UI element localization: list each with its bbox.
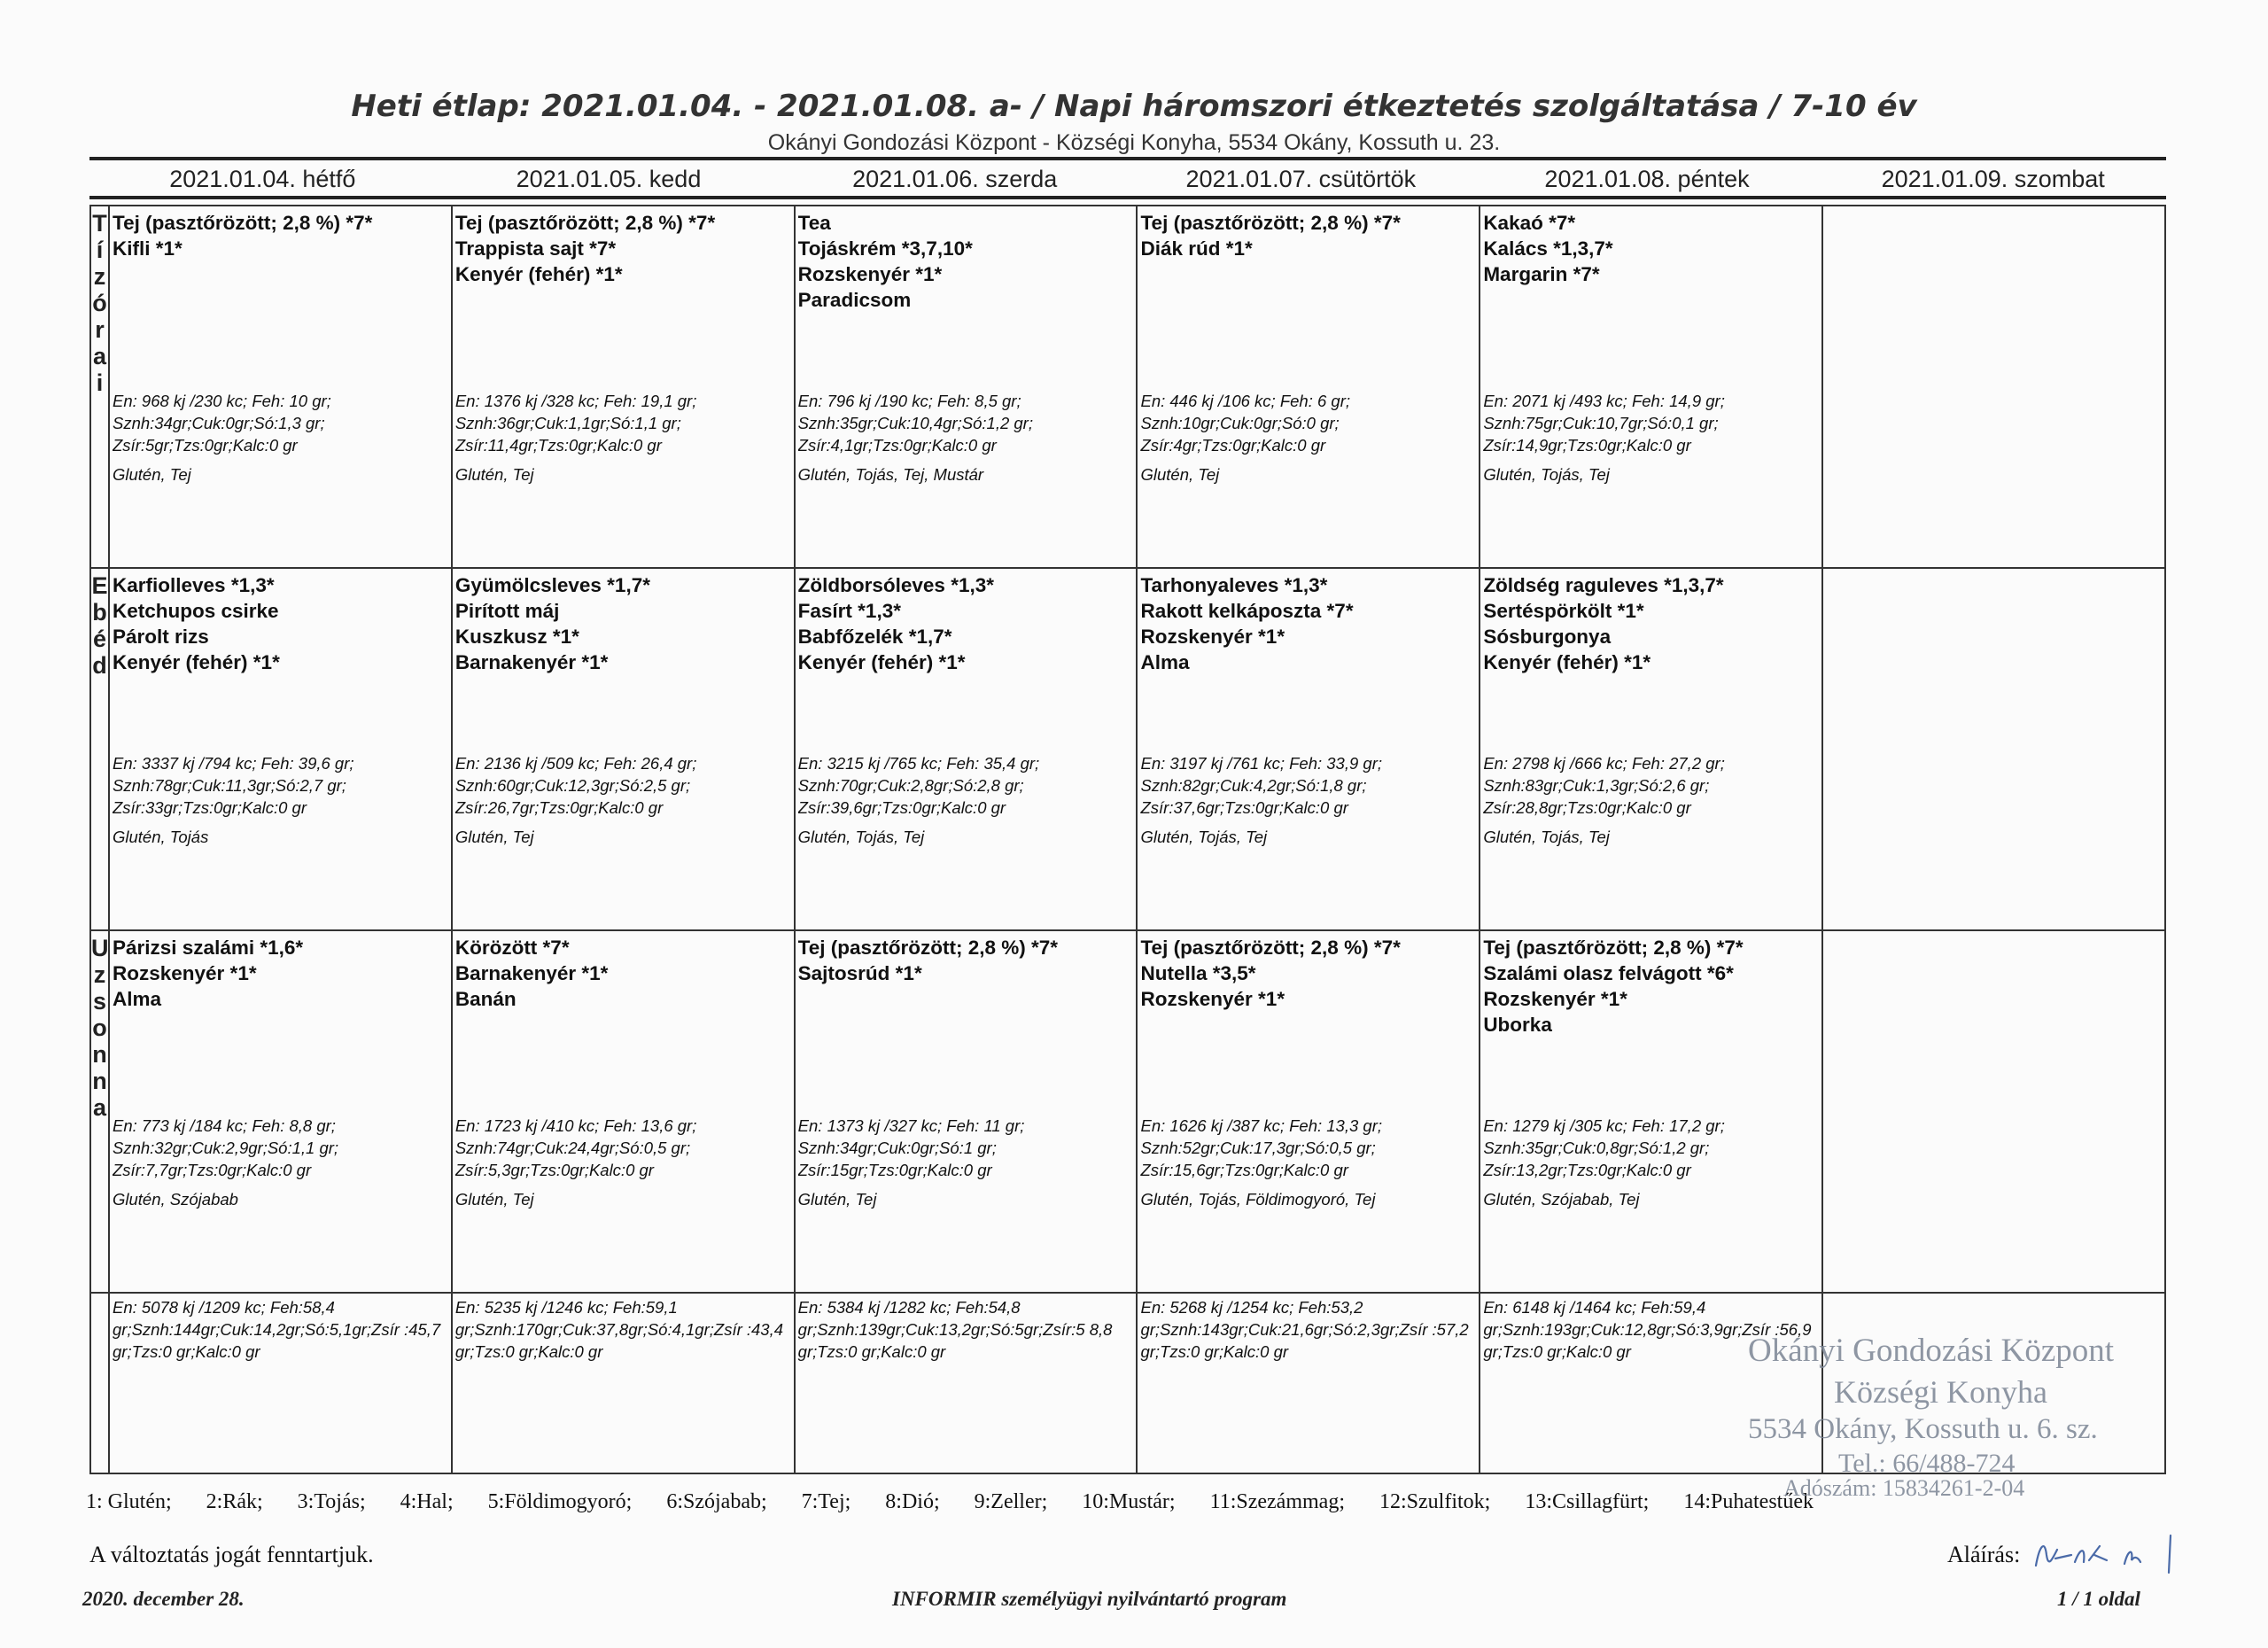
dish-name: Fasírt *1,3*: [797, 600, 901, 622]
menu-cell: [452, 930, 795, 1293]
header-rule-top: [89, 157, 2166, 160]
daily-total: En: 6148 kj /1464 kc; Feh:59,4 gr;Sznh:193gr;Cuk:12,8gr;Só:3,9gr;Zsír :56,9 gr;Tzs:0 gr;Kalc:0 gr: [1483, 1298, 1812, 1361]
nutrition-line: Sznh:78gr;Cuk:11,3gr;Só:2,7 gr;: [113, 776, 346, 795]
menu-cell: [1137, 206, 1480, 568]
legend-item: 2:Rák;: [206, 1490, 263, 1513]
allergen-list: Glutén, Tojás, Földimogyoró, Tej: [1140, 1190, 1376, 1209]
meal-label: [90, 206, 109, 568]
menu-cell: [1822, 206, 2165, 568]
menu-cell: [1822, 930, 2165, 1293]
dish-name: Rozskenyér *1*: [1140, 626, 1285, 648]
menu-cell: [1822, 568, 2165, 930]
dish-list: [796, 931, 1137, 986]
nutrition-line: Sznh:35gr;Cuk:10,4gr;Só:1,2 gr;: [797, 414, 1033, 432]
daily-total: [1823, 1294, 2164, 1296]
nutrition-info: [113, 390, 447, 456]
dish-name: Paradicsom: [797, 289, 912, 311]
nutrition-info: [1483, 1115, 1818, 1181]
daily-total: En: 5078 kj /1209 kc; Feh:58,4 gr;Sznh:144gr;Cuk:14,2gr;Só:5,1gr;Zsír :45,7 gr;Tzs:0 gr;Kalc:0 gr: [113, 1298, 441, 1361]
footer-program: INFORMIR személyügyi nyilvántartó program: [892, 1588, 1287, 1610]
meal-label-letter: ó: [92, 290, 107, 316]
dish-name: Rozskenyér *1*: [113, 962, 257, 984]
nutrition-line: En: 3337 kj /794 kc; Feh: 39,6 gr;: [113, 754, 354, 773]
dish-name: Zöldborsóleves *1,3*: [797, 574, 994, 596]
legend-item: 4:Hal;: [400, 1490, 454, 1513]
dish-name: Tej (pasztőrözött; 2,8 %) *7*: [113, 212, 373, 234]
nutrition-info: [798, 752, 1133, 819]
nutrition-info: [1483, 390, 1818, 456]
menu-cell: [795, 206, 1138, 568]
dish-list: [453, 569, 794, 675]
dish-name: Pirított máj: [454, 600, 560, 622]
legend-item: 12:Szulfitok;: [1379, 1490, 1491, 1513]
nutrition-line: Zsír:39,6gr;Tzs:0gr;Kalc:0 gr: [797, 798, 1006, 817]
dish-name: Uborka: [1483, 1014, 1552, 1036]
nutrition-line: Sznh:36gr;Cuk:1,1gr;Só:1,1 gr;: [454, 414, 681, 432]
day-header: 2021.01.04. hétfő: [169, 166, 356, 192]
dish-list: [796, 206, 1137, 313]
dish-list: [1138, 206, 1479, 261]
dish-name: Tojáskrém *3,7,10*: [797, 237, 973, 260]
meal-label-letter: U: [91, 935, 109, 961]
stamp-line-3: 5534 Okány, Kossuth u. 6. sz.: [1748, 1413, 2098, 1445]
footer-page-number: 1 / 1 oldal: [2057, 1588, 2140, 1610]
menu-cell: [109, 930, 452, 1293]
meal-row: [90, 206, 2165, 568]
dish-list: [110, 206, 451, 261]
allergen-list: Glutén, Szójabab: [113, 1190, 238, 1209]
dish-name: Kakaó *7*: [1483, 212, 1576, 234]
meal-label-letter: z: [93, 263, 106, 290]
dish-name: Szalámi olasz felvágott *6*: [1483, 962, 1734, 984]
dish-name: Kenyér (fehér) *1*: [113, 651, 280, 673]
page-title: Heti étlap: 2021.01.04. - 2021.01.08. a- / Napi háromszori étkeztetés szolgáltatása / 7-10 év: [351, 89, 1917, 124]
nutrition-line: En: 796 kj /190 kc; Feh: 8,5 gr;: [797, 392, 1021, 410]
nutrition-info: [798, 1115, 1133, 1181]
dish-name: Alma: [113, 988, 162, 1010]
dish-name: Barnakenyér *1*: [454, 962, 609, 984]
dish-list: [453, 206, 794, 287]
daily-total: En: 5268 kj /1254 kc; Feh:53,2 gr;Sznh:143gr;Cuk:21,6gr;Só:2,3gr;Zsír :57,2 gr;Tzs:0 gr;Kalc:0 gr: [1140, 1298, 1469, 1361]
nutrition-info: [113, 1115, 447, 1181]
nutrition-line: En: 1376 kj /328 kc; Feh: 19,1 gr;: [454, 392, 697, 410]
nutrition-line: En: 2798 kj /666 kc; Feh: 27,2 gr;: [1483, 754, 1725, 773]
dish-list: [1823, 569, 2164, 572]
menu-cell: [1137, 930, 1480, 1293]
menu-cell: [1137, 568, 1480, 930]
allergen-list: Glutén, Tej: [454, 828, 534, 846]
stamp-line-5: Adószám: 15834261-2-04: [1783, 1475, 2025, 1501]
nutrition-line: Zsír:14,9gr;Tzs:0gr;Kalc:0 gr: [1483, 436, 1691, 455]
nutrition-info: [455, 1115, 790, 1181]
allergen-list: Glutén, Tojás, Tej: [1140, 828, 1268, 846]
daily-total: En: 5384 kj /1282 kc; Feh:54,8 gr;Sznh:139gr;Cuk:13,2gr;Só:5gr;Zsír:5 8,8 gr;Tzs:0 gr;Kalc:0 gr: [797, 1298, 1113, 1361]
dish-name: Kenyér (fehér) *1*: [1483, 651, 1651, 673]
day-header-row: [89, 163, 2166, 195]
dish-name: Tej (pasztőrözött; 2,8 %) *7*: [797, 937, 1059, 959]
day-header: 2021.01.08. péntek: [1544, 166, 1750, 192]
dish-name: Zöldség raguleves *1,3,7*: [1483, 574, 1724, 596]
totals-cell: [452, 1293, 795, 1473]
legend-item: 5:Földimogyoró;: [487, 1490, 633, 1513]
meal-label-letter: n: [92, 1068, 107, 1094]
dish-name: Tarhonyaleves *1,3*: [1140, 574, 1328, 596]
dish-name: Rozskenyér *1*: [797, 263, 943, 285]
nutrition-line: Zsír:5,3gr;Tzs:0gr;Kalc:0 gr: [454, 1161, 654, 1179]
allergen-list: Glutén, Tojás: [113, 828, 209, 846]
dish-name: Kifli *1*: [113, 237, 183, 260]
dish-list: [1138, 569, 1479, 675]
menu-cell: [795, 568, 1138, 930]
allergen-list: Glutén, Tojás, Tej, Mustár: [797, 465, 984, 484]
totals-cell: [1137, 1293, 1480, 1473]
dish-name: Rozskenyér *1*: [1483, 988, 1627, 1010]
nutrition-line: Zsír:13,2gr;Tzs:0gr;Kalc:0 gr: [1483, 1161, 1691, 1179]
nutrition-line: En: 968 kj /230 kc; Feh: 10 gr;: [113, 392, 331, 410]
daily-total: En: 5235 kj /1246 kc; Feh:59,1 gr;Sznh:170gr;Cuk:37,8gr;Só:4,1gr;Zsír :43,4 gr;Tzs:0 gr;Kalc:0 gr: [454, 1298, 784, 1361]
dish-list: [110, 931, 451, 1012]
meal-label-letter: r: [95, 316, 105, 343]
dish-list: [1480, 931, 1821, 1038]
meal-label-letter: n: [92, 1041, 107, 1068]
nutrition-line: En: 3215 kj /765 kc; Feh: 35,4 gr;: [797, 754, 1040, 773]
allergen-list: Glutén, Tojás, Tej: [797, 828, 925, 846]
nutrition-line: Zsír:5gr;Tzs:0gr;Kalc:0 gr: [113, 436, 298, 455]
nutrition-line: En: 1279 kj /305 kc; Feh: 17,2 gr;: [1483, 1116, 1725, 1135]
dish-name: Kuszkusz *1*: [454, 626, 579, 648]
allergen-list: Glutén, Szójabab, Tej: [1483, 1190, 1640, 1209]
nutrition-info: [455, 390, 790, 456]
dish-name: Tej (pasztőrözött; 2,8 %) *7*: [1140, 937, 1401, 959]
dish-name: Ketchupos csirke: [113, 600, 279, 622]
legend-item: 14:Puhatestűek: [1683, 1490, 1814, 1513]
page-subtitle: Okányi Gondozási Központ - Községi Konyha, 5534 Okány, Kossuth u. 23.: [767, 130, 1501, 155]
meal-label-letter: E: [91, 572, 108, 599]
allergen-list: Glutén, Tej: [454, 465, 534, 484]
dish-name: Karfiolleves *1,3*: [113, 574, 275, 596]
notice-text: A változtatás jogát fenntartjuk.: [89, 1542, 374, 1567]
meal-label-letter: T: [92, 210, 107, 237]
dish-list: [453, 931, 794, 1012]
allergen-list: Glutén, Tej: [454, 1190, 534, 1209]
day-header: 2021.01.05. kedd: [516, 166, 702, 192]
nutrition-line: En: 773 kj /184 kc; Feh: 8,8 gr;: [113, 1116, 336, 1135]
meal-label: [90, 930, 109, 1293]
dish-name: Sajtosrúd *1*: [797, 962, 922, 984]
meal-label-letter: a: [92, 1094, 107, 1121]
dish-name: Tea: [797, 212, 831, 234]
allergen-legend: [86, 1490, 1848, 1514]
legend-item: 10:Mustár;: [1082, 1490, 1176, 1513]
nutrition-info: [455, 752, 790, 819]
footer-date: 2020. december 28.: [82, 1588, 245, 1610]
legend-item: 1: Glutén;: [86, 1490, 172, 1513]
dish-name: Barnakenyér *1*: [454, 651, 609, 673]
menu-cell: [1480, 930, 1822, 1293]
allergen-list: Glutén, Tojás, Tej: [1483, 828, 1610, 846]
totals-cell: [109, 1293, 452, 1473]
dish-name: Margarin *7*: [1483, 263, 1600, 285]
menu-cell: [452, 568, 795, 930]
meal-label-letter: í: [96, 237, 104, 263]
meal-row: [90, 930, 2165, 1293]
dish-name: Alma: [1140, 651, 1190, 673]
legend-item: 7:Tej;: [801, 1490, 851, 1513]
dish-name: Kenyér (fehér) *1*: [454, 263, 623, 285]
day-header: 2021.01.09. szombat: [1881, 166, 2105, 192]
nutrition-line: Zsír:28,8gr;Tzs:0gr;Kalc:0 gr: [1483, 798, 1691, 817]
official-stamp: [1741, 1325, 2179, 1502]
legend-item: 3:Tojás;: [297, 1490, 366, 1513]
nutrition-line: Zsír:15,6gr;Tzs:0gr;Kalc:0 gr: [1140, 1161, 1348, 1179]
dish-name: Trappista sajt *7*: [454, 237, 617, 260]
allergen-list: Glutén, Tej: [113, 465, 191, 484]
nutrition-line: Sznh:52gr;Cuk:17,3gr;Só:0,5 gr;: [1140, 1139, 1376, 1157]
nutrition-info: [1483, 752, 1818, 819]
dish-name: Gyümölcsleves *1,7*: [454, 574, 650, 596]
meal-label: [90, 568, 109, 930]
menu-cell: [795, 930, 1138, 1293]
totals-label: [90, 1293, 109, 1473]
dish-name: Kenyér (fehér) *1*: [797, 651, 966, 673]
nutrition-line: Zsír:7,7gr;Tzs:0gr;Kalc:0 gr: [113, 1161, 312, 1179]
dish-name: Nutella *3,5*: [1140, 962, 1256, 984]
nutrition-line: Sznh:34gr;Cuk:0gr;Só:1,3 gr;: [113, 414, 325, 432]
stamp-line-4: Tel.: 66/488-724: [1838, 1449, 2016, 1478]
day-header: 2021.01.06. szerda: [852, 166, 1058, 192]
nutrition-line: Sznh:82gr;Cuk:4,2gr;Só:1,8 gr;: [1140, 776, 1367, 795]
dish-name: Párolt rizs: [113, 626, 209, 648]
nutrition-line: Zsír:4,1gr;Tzs:0gr;Kalc:0 gr: [797, 436, 997, 455]
nutrition-info: [1140, 1115, 1475, 1181]
nutrition-line: Sznh:32gr;Cuk:2,9gr;Só:1,1 gr;: [113, 1139, 339, 1157]
legend-item: 6:Szójabab;: [666, 1490, 767, 1513]
nutrition-line: Zsír:37,6gr;Tzs:0gr;Kalc:0 gr: [1140, 798, 1348, 817]
nutrition-line: En: 3197 kj /761 kc; Feh: 33,9 gr;: [1140, 754, 1383, 773]
menu-cell: [109, 568, 452, 930]
day-header: 2021.01.07. csütörtök: [1185, 166, 1417, 192]
menu-grid: [89, 205, 2166, 1474]
dish-name: Babfőzelék *1,7*: [797, 626, 952, 648]
nutrition-line: En: 1373 kj /327 kc; Feh: 11 gr;: [797, 1116, 1025, 1135]
legend-item: 9:Zeller;: [974, 1490, 1048, 1513]
dish-list: [796, 569, 1137, 675]
dish-name: Körözött *7*: [454, 937, 570, 959]
meal-label-letter: a: [92, 343, 107, 369]
nutrition-line: Zsír:33gr;Tzs:0gr;Kalc:0 gr: [113, 798, 307, 817]
meal-label-letter: z: [93, 961, 106, 988]
meal-row: [90, 568, 2165, 930]
dish-list: [110, 569, 451, 675]
menu-cell: [109, 206, 452, 568]
meal-label-letter: b: [92, 599, 107, 626]
nutrition-line: En: 2136 kj /509 kc; Feh: 26,4 gr;: [454, 754, 697, 773]
nutrition-line: Sznh:83gr;Cuk:1,3gr;Só:2,6 gr;: [1483, 776, 1710, 795]
nutrition-line: Sznh:35gr;Cuk:0,8gr;Só:1,2 gr;: [1483, 1139, 1710, 1157]
nutrition-line: Zsír:11,4gr;Tzs:0gr;Kalc:0 gr: [454, 436, 662, 455]
meal-label-letter: o: [92, 1014, 107, 1041]
dish-name: Párizsi szalámi *1,6*: [113, 937, 304, 959]
dish-name: Rakott kelkáposzta *7*: [1140, 600, 1354, 622]
meal-label-letter: s: [92, 988, 107, 1014]
allergen-list: Glutén, Tej: [797, 1190, 877, 1209]
nutrition-line: En: 2071 kj /493 kc; Feh: 14,9 gr;: [1483, 392, 1725, 410]
menu-cell: [1480, 206, 1822, 568]
nutrition-info: [113, 752, 447, 819]
nutrition-line: En: 1723 kj /410 kc; Feh: 13,6 gr;: [454, 1116, 697, 1135]
dish-list: [1480, 206, 1821, 287]
totals-cell: [795, 1293, 1138, 1473]
nutrition-line: Sznh:75gr;Cuk:10,7gr;Só:0,1 gr;: [1483, 414, 1719, 432]
menu-cell: [1480, 568, 1822, 930]
dish-name: Kalács *1,3,7*: [1483, 237, 1613, 260]
nutrition-line: Sznh:74gr;Cuk:24,4gr;Só:0,5 gr;: [454, 1139, 691, 1157]
dish-list: [1138, 931, 1479, 1012]
dish-name: Tej (pasztőrözött; 2,8 %) *7*: [1483, 937, 1744, 959]
nutrition-line: Sznh:70gr;Cuk:2,8gr;Só:2,8 gr;: [797, 776, 1024, 795]
nutrition-line: Sznh:34gr;Cuk:0gr;Só:1 gr;: [797, 1139, 997, 1157]
meal-label-letter: i: [96, 369, 104, 396]
nutrition-line: Zsír:15gr;Tzs:0gr;Kalc:0 gr: [797, 1161, 992, 1179]
nutrition-info: [1140, 390, 1475, 456]
stamp-line-1: Okányi Gondozási Központ: [1748, 1333, 2115, 1369]
dish-name: Diák rúd *1*: [1140, 237, 1253, 260]
stamp-line-2: Községi Konyha: [1834, 1374, 2047, 1410]
nutrition-info: [1140, 752, 1475, 819]
dish-name: Rozskenyér *1*: [1140, 988, 1285, 1010]
dish-list: [1823, 931, 2164, 935]
legend-item: 13:Csillagfürt;: [1525, 1490, 1650, 1513]
dish-name: Sósburgonya: [1483, 626, 1612, 648]
menu-cell: [452, 206, 795, 568]
signature-label: Aláírás:: [1947, 1542, 2021, 1567]
dish-list: [1480, 569, 1821, 675]
handwritten-signature: [2029, 1528, 2179, 1578]
dish-name: Sertéspörkölt *1*: [1483, 600, 1644, 622]
meal-label-letter: é: [92, 626, 107, 652]
allergen-list: Glutén, Tojás, Tej: [1483, 465, 1610, 484]
allergen-list: Glutén, Tej: [1140, 465, 1220, 484]
meal-label-letter: d: [92, 652, 107, 679]
dish-name: Banán: [454, 988, 517, 1010]
nutrition-line: En: 446 kj /106 kc; Feh: 6 gr;: [1140, 392, 1351, 410]
dish-name: Tej (pasztőrözött; 2,8 %) *7*: [454, 212, 716, 234]
nutrition-info: [798, 390, 1133, 456]
nutrition-line: En: 1626 kj /387 kc; Feh: 13,3 gr;: [1140, 1116, 1383, 1135]
nutrition-line: Zsír:26,7gr;Tzs:0gr;Kalc:0 gr: [454, 798, 664, 817]
legend-item: 11:Szezámmag;: [1209, 1490, 1345, 1513]
dish-list: [1823, 206, 2164, 210]
dish-name: Tej (pasztőrözött; 2,8 %) *7*: [1140, 212, 1401, 234]
nutrition-line: Sznh:60gr;Cuk:12,3gr;Só:2,5 gr;: [454, 776, 691, 795]
nutrition-line: Sznh:10gr;Cuk:0gr;Só:0 gr;: [1140, 414, 1340, 432]
nutrition-line: Zsír:4gr;Tzs:0gr;Kalc:0 gr: [1140, 436, 1326, 455]
header-rule-bottom: [89, 196, 2166, 199]
legend-item: 8:Dió;: [885, 1490, 940, 1513]
